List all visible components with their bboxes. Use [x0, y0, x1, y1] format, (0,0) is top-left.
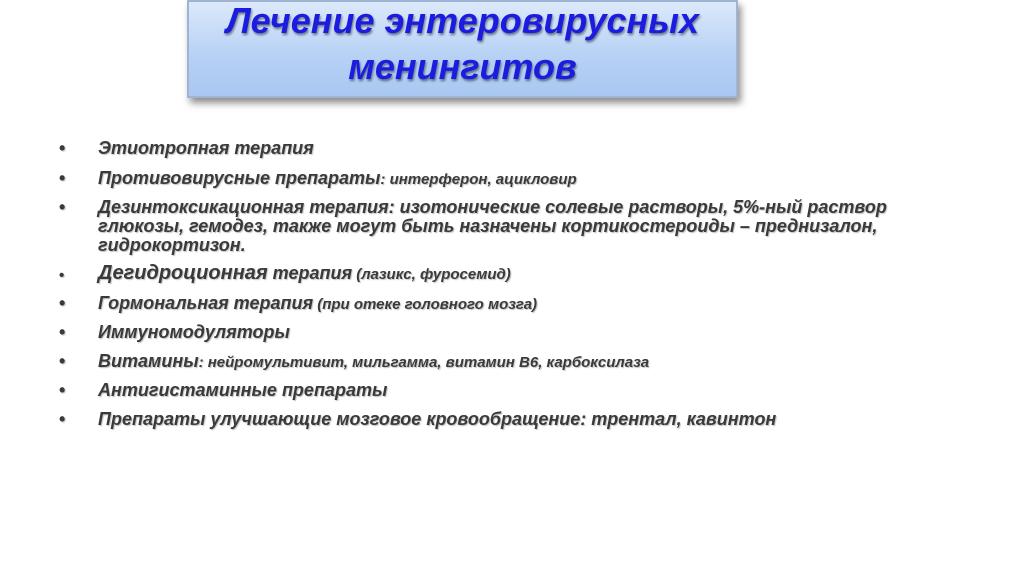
bullet-icon: • — [59, 293, 66, 313]
list-item-hormonal — [59, 293, 938, 314]
item-main-text: Гормональная терапия — [98, 293, 314, 313]
list-item-detox — [59, 197, 928, 255]
bullet-icon: • — [59, 351, 66, 371]
item-main-text: Витамины — [98, 351, 199, 371]
list-item-immunomodulators — [59, 322, 938, 342]
bullet-icon: • — [59, 138, 66, 158]
bullet-icon: • — [59, 168, 66, 188]
item-main-text: Противовирусные препараты — [98, 168, 381, 188]
bullet-icon: • — [59, 322, 66, 342]
bullet-icon: • — [59, 197, 66, 217]
list-item-antiviral — [59, 168, 938, 189]
item-detail-text: (лазикс, фуросемид) — [352, 266, 511, 283]
item-main-text: Препараты улучшающие мозговое кровообращение: трентал, кавинтон — [98, 409, 777, 429]
item-detail-text: изотонические солевые растворы, 5%-ный раствор глюкозы, гемодез, также могут быть назначены кортикостероиды – преднизалон, гидрокортизон. — [98, 197, 887, 255]
item-main-text: Дегидроционная — [98, 262, 268, 284]
list-item-antihistamines — [59, 380, 938, 400]
item-main-text-2: терапия — [267, 263, 353, 283]
list-item-circulation — [59, 409, 938, 429]
bullet-icon: • — [59, 380, 66, 400]
list-item-vitamins — [59, 351, 938, 372]
bullet-icon: • — [59, 409, 66, 429]
item-main-text: Этиотропная терапия — [98, 138, 314, 158]
item-detail-text: : нейромультивит, мильгамма, витамин В6, карбоксилаза — [198, 354, 650, 371]
bullet-icon: • — [59, 267, 65, 284]
list-item-dehydration — [59, 262, 938, 284]
item-main-text: Антигистаминные препараты — [98, 380, 388, 400]
title-line-1: Лечение энтеровирусных — [225, 0, 700, 41]
item-main-text: Иммуномодуляторы — [98, 322, 290, 342]
item-detail-text: (при отеке головного мозга) — [313, 296, 538, 313]
item-main-text: Дезинтоксикационная терапия: — [98, 197, 400, 217]
list-item-etiotropic — [59, 138, 938, 158]
title-line-2: менингитов — [348, 46, 577, 87]
item-detail-text: : интерферон, ацикловир — [380, 171, 577, 188]
